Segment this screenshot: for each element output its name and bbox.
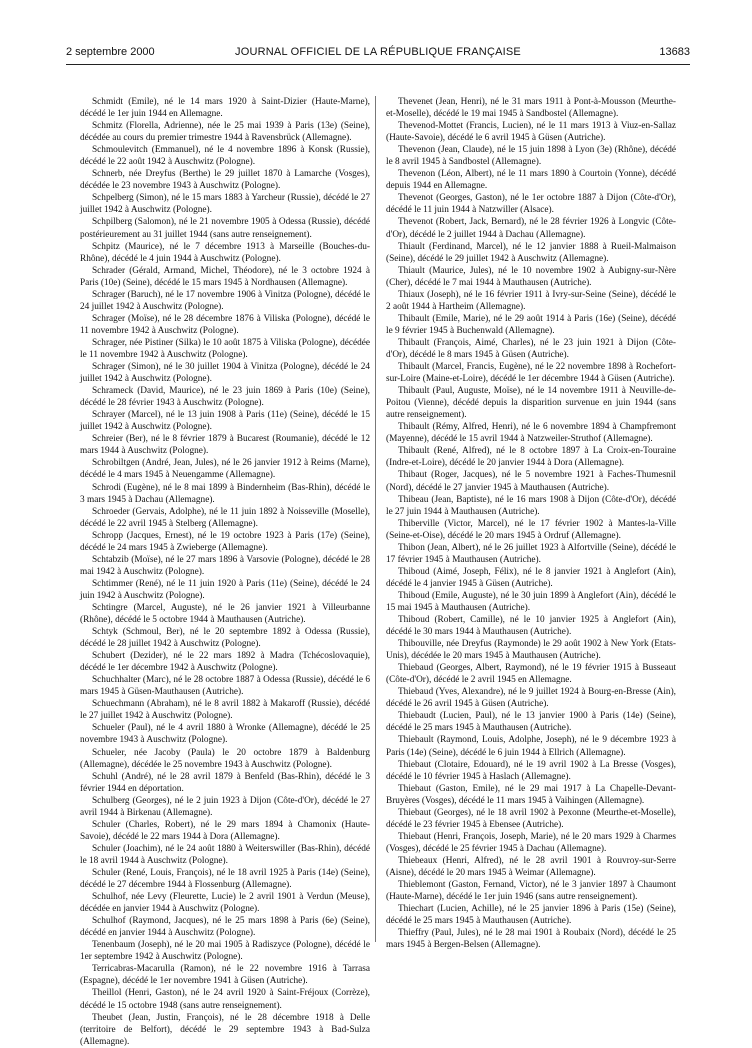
decree-entry: Schtyk (Schmoul, Ber), né le 20 septembre 1892 à Odessa (Russie), décédé le 28 juillet 1942 à Auschwitz (Pologne). (80, 627, 370, 650)
decree-entry: Schroeder (Gervais, Adolphe), né le 11 juin 1892 à Noisseville (Moselle), décédé le 22 avril 1945 à Stelberg (Allemagne). (80, 506, 370, 529)
decree-entry: Thibouville, née Dreyfus (Raymonde) le 29 août 1902 à New York (Etats-Unis), décédée le 20 mars 1945 à Mauthausen (Autriche). (386, 639, 676, 662)
decree-entry: Thibault (René, Alfred), né le 8 octobre 1897 à La Croix-en-Touraine (Indre-et-Loire), décédé le 20 janvier 1944 à Dora (Allemagne). (386, 446, 676, 469)
decree-entry: Schueler, née Jacoby (Paula) le 20 octobre 1879 à Baldenburg (Allemagne), décédée le 25 novembre 1943 à Auschwitz (Pologne). (80, 747, 370, 770)
decree-entry: Theubet (Jean, Justin, François), né le 28 décembre 1918 à Delle (territoire de Belfort), décédé le 29 septembre 1943 à Bad-Sulza (Allemagne). (80, 1012, 370, 1047)
decree-entry: Schpitz (Maurice), né le 7 décembre 1913 à Marseille (Bouches-du-Rhône), décédé le 4 juin 1944 à Auschwitz (Pologne). (80, 241, 370, 264)
decree-entry: Thiebault (Raymond, Louis, Adolphe, Joseph), né le 9 décembre 1923 à Paris (14e) (Seine), décédé le 6 juin 1944 à Ellrich (Allemagne). (386, 735, 676, 758)
decree-entry: Schueler (Paul), né le 4 avril 1880 à Wronke (Allemagne), décédé le 25 novembre 1943 à Auschwitz (Pologne). (80, 723, 370, 746)
header-page-number: 13683 (659, 46, 690, 58)
decree-entry: Schuler (René, Louis, François), né le 18 avril 1925 à Paris (14e) (Seine), décédé le 27 décembre 1944 à Flossenburg (Allemagne). (80, 868, 370, 891)
decree-entry: Thiboud (Aimé, Joseph, Félix), né le 8 janvier 1921 à Anglefort (Ain), décédé le 4 janvier 1945 à Güsen (Autriche). (386, 566, 676, 589)
decree-entry: Thiebaud (Georges, Albert, Raymond), né le 19 février 1915 à Busseaut (Côte-d'Or), décédé le 2 avril 1945 en Allemagne. (386, 663, 676, 686)
page-header (66, 46, 690, 62)
decree-entry: Schubert (Dezider), né le 22 mars 1892 à Madra (Tchécoslovaquie), décédé le 1er décembre 1942 à Auschwitz (Pologne). (80, 651, 370, 674)
decree-entry: Thiebaut (Gaston, Emile), né le 29 mai 1917 à La Chapelle-Devant-Bruyères (Vosges), décédé le 11 mars 1945 à Vaihingen (Allemagne). (386, 783, 676, 806)
decree-entry: Schulhof, née Levy (Fleurette, Lucie) le 2 avril 1901 à Verdun (Meuse), décédée en janvier 1944 à Auschwitz (Pologne). (80, 892, 370, 915)
decree-entry: Thevenot (Robert, Jack, Bernard), né le 28 février 1926 à Longvic (Côte-d'Or), décédé le 2 juillet 1944 à Dachau (Allemagne). (386, 217, 676, 240)
decree-entry: Schtimmer (René), né le 11 juin 1920 à Paris (11e) (Seine), décédé le 24 juin 1942 à Auschwitz (Pologne). (80, 578, 370, 601)
decree-entry: Schpilberg (Salomon), né le 21 novembre 1905 à Odessa (Russie), décédé postérieurement au 31 juillet 1944 (sans autre renseignement). (80, 217, 370, 240)
decree-entry: Thevenot (Georges, Gaston), né le 1er octobre 1887 à Dijon (Côte-d'Or), décédé le 11 juin 1944 à Natzwiller (Alsace). (386, 193, 676, 216)
decree-entry: Tenenbaum (Joseph), né le 20 mai 1905 à Radiszyce (Pologne), décédé le 1er septembre 1942 à Auschwitz (Pologne). (80, 940, 370, 963)
decree-entry: Schuhl (André), né le 28 avril 1879 à Benfeld (Bas-Rhin), décédé le 3 février 1944 en déportation. (80, 771, 370, 794)
decree-entry: Schmidt (Emile), né le 14 mars 1920 à Saint-Dizier (Haute-Marne), décédé le 1er juin 1944 en Allemagne. (80, 97, 370, 120)
decree-entry: Thibeau (Jean, Baptiste), né le 16 mars 1908 à Dijon (Côte-d'Or), décédé le 27 juin 1944 à Mauthausen (Autriche). (386, 494, 676, 517)
decree-entry: Schrayer (Marcel), né le 13 juin 1908 à Paris (11e) (Seine), décédé le 15 juillet 1942 à Auschwitz (Pologne). (80, 410, 370, 433)
decree-entry: Thibault (Emile, Marie), né le 29 août 1914 à Paris (16e) (Seine), décédé le 9 février 1945 à Buchenwald (Allemagne). (386, 313, 676, 336)
decree-entry: Thibault (Paul, Auguste, Moïse), né le 14 novembre 1911 à Neuville-de-Poitou (Vienne), décédé depuis la disparition survenue en juin 1944 (sans autre renseignement). (386, 386, 676, 421)
decree-entry: Thiault (Ferdinand, Marcel), né le 12 janvier 1888 à Rueil-Malmaison (Seine), décédé le 29 juillet 1942 à Auschwitz (Allemagne). (386, 241, 676, 264)
decree-entry: Schtabzib (Moïse), né le 27 mars 1896 à Varsovie (Pologne), décédé le 28 mai 1942 à Auschwitz (Pologne). (80, 554, 370, 577)
header-title: JOURNAL OFFICIEL DE LA RÉPUBLIQUE FRANÇAISE (235, 46, 521, 58)
decree-entry: Thiebaud (Yves, Alexandre), né le 9 juillet 1924 à Bourg-en-Bresse (Ain), décédé le 26 avril 1945 à Güsen (Autriche). (386, 687, 676, 710)
decree-entry: Schulberg (Georges), né le 2 juin 1923 à Dijon (Côte-d'Or), décédé le 27 avril 1944 à Birkenau (Allemagne). (80, 795, 370, 818)
decree-entry: Thibaut (Roger, Jacques), né le 5 novembre 1921 à Faches-Thumesnil (Nord), décédé le 27 janvier 1945 à Mauthausen (Autriche). (386, 470, 676, 493)
decree-entry: Schmitz (Florella, Adrienne), née le 25 mai 1939 à Paris (13e) (Seine), décédée au cours du premier trimestre 1944 à Ravensbrück (Allemagne). (80, 121, 370, 144)
decree-entry: Schmoulevitch (Emmanuel), né le 4 novembre 1896 à Konsk (Russie), décédé le 22 août 1942 à Auschwitz (Pologne). (80, 145, 370, 168)
decree-entry: Schrader (Gérald, Armand, Michel, Théodore), né le 3 octobre 1924 à Paris (10e) (Seine), décédé le 15 mars 1945 à Nordhausen (Allemagne). (80, 265, 370, 288)
decree-entry: Schrodi (Eugène), né le 8 mai 1899 à Bindernheim (Bas-Rhin), décédé le 3 mars 1945 à Dachau (Allemagne). (80, 482, 370, 505)
decree-entry: Schrager (Simon), né le 30 juillet 1904 à Vinitza (Pologne), décédé le 24 juillet 1942 à Auschwitz (Pologne). (80, 362, 370, 385)
decree-entry: Terricabras-Macarulla (Ramon), né le 22 novembre 1916 à Tarrasa (Espagne), décédé le 1er novembre 1941 à Güsen (Autriche). (80, 964, 370, 987)
decree-entry: Thiberville (Victor, Marcel), né le 17 février 1902 à Mantes-la-Ville (Seine-et-Oise), décédé le 20 mars 1945 à Ordruf (Allemagne). (386, 518, 676, 541)
decree-entry: Thieblemont (Gaston, Fernand, Victor), né le 3 janvier 1897 à Chaumont (Haute-Marne), décédé le 1er juin 1946 (sans autre renseignement). (386, 880, 676, 903)
decree-entry: Schrobiltgen (André, Jean, Jules), né le 26 janvier 1912 à Reims (Marne), décédé le 4 mars 1945 à Neuengamme (Allemagne). (80, 458, 370, 481)
decree-entry: Thiaux (Joseph), né le 16 février 1911 à Ivry-sur-Seine (Seine), décédé le 2 août 1944 à Hartheim (Allemagne). (386, 289, 676, 312)
decree-entry: Thibault (Marcel, Francis, Eugène), né le 22 novembre 1898 à Rochefort-sur-Loire (Maine-et-Loire), décédé le 1er décembre 1944 à Güsen (Autriche). (386, 362, 676, 385)
decree-entry: Thevenon (Léon, Albert), né le 11 mars 1890 à Courtoin (Yonne), décédé depuis 1944 en Allemagne. (386, 169, 676, 192)
decree-entry: Thevenod-Mottet (Francis, Lucien), né le 11 mars 1913 à Viuz-en-Sallaz (Haute-Savoie), décédé le 6 avril 1945 à Güsen (Autriche). (386, 121, 676, 144)
decree-entry: Thibault (Rémy, Alfred, Henri), né le 6 novembre 1894 à Champfremont (Mayenne), décédé le 15 avril 1944 à Natzweiler-Struthof (Allemagne). (386, 422, 676, 445)
left-column (80, 96, 370, 1048)
decree-entry: Schuechmann (Abraham), né le 8 avril 1882 à Makaroff (Russie), décédé le 27 juillet 1942 à Auschwitz (Pologne). (80, 699, 370, 722)
decree-entry: Schrager (Moïse), né le 28 décembre 1876 à Viliska (Pologne), décédé le 11 novembre 1942 à Auschwitz (Pologne). (80, 313, 370, 336)
decree-entry: Thiechart (Lucien, Achille), né le 25 janvier 1896 à Paris (15e) (Seine), décédé le 25 mars 1945 à Mauthausen (Autriche). (386, 904, 676, 927)
decree-entry: Thiebaut (Clotaire, Edouard), né le 19 avril 1902 à La Bresse (Vosges), décédé le 10 février 1945 à Haslach (Allemagne). (386, 759, 676, 782)
decree-entry: Schuler (Charles, Robert), né le 29 mars 1894 à Chamonix (Haute-Savoie), décédé le 22 mars 1944 à Dora (Allemagne). (80, 819, 370, 842)
decree-entry: Schuler (Joachim), né le 24 août 1880 à Weiterswiller (Bas-Rhin), décédé le 18 avril 1944 à Auschwitz (Pologne). (80, 843, 370, 866)
decree-entry: Thiboud (Robert, Camille), né le 10 janvier 1925 à Anglefort (Ain), décédé le 30 mars 1944 à Mauthausen (Autriche). (386, 615, 676, 638)
decree-entry: Thieffry (Paul, Jules), né le 28 mai 1901 à Roubaix (Nord), décédé le 25 mars 1945 à Bergen-Belsen (Allemagne). (386, 928, 676, 951)
decree-entry: Thiebaut (Henri, François, Joseph, Marie), né le 20 mars 1929 à Charmes (Vosges), décédé le 25 février 1945 à Dachau (Allemagne). (386, 831, 676, 854)
decree-entry: Thiebaudt (Lucien, Paul), né le 13 janvier 1900 à Paris (14e) (Seine), décédé le 25 mars 1945 à Mauthausen (Autriche). (386, 711, 676, 734)
decree-entry: Schpelberg (Simon), né le 15 mars 1883 à Yarcheur (Russie), décédé le 27 juillet 1942 à Auschwitz (Pologne). (80, 193, 370, 216)
decree-entry: Schropp (Jacques, Ernest), né le 19 octobre 1923 à Paris (17e) (Seine), décédé le 24 mars 1945 à Zwieberge (Allemagne). (80, 530, 370, 553)
decree-entry: Schnerb, née Dreyfus (Berthe) le 29 juillet 1870 à Lamarche (Vosges), décédée le 23 novembre 1943 à Auschwitz (Pologne). (80, 169, 370, 192)
header-date: 2 septembre 2000 (66, 46, 155, 58)
decree-entry: Schulhof (Raymond, Jacques), né le 25 mars 1898 à Paris (6e) (Seine), décédé en janvier 1944 à Auschwitz (Pologne). (80, 916, 370, 939)
decree-entry: Schrameck (David, Maurice), né le 23 juin 1869 à Paris (10e) (Seine), décédé le 28 février 1943 à Auschwitz (Pologne). (80, 386, 370, 409)
decree-entry: Thibault (François, Aimé, Charles), né le 23 juin 1921 à Dijon (Côte-d'Or), décédé le 8 mars 1945 à Güsen (Autriche). (386, 337, 676, 360)
header-rule (66, 64, 690, 65)
decree-entry: Thiault (Maurice, Jules), né le 10 novembre 1902 à Aubigny-sur-Nère (Cher), décédé le 7 mai 1944 à Mauthausen (Autriche). (386, 265, 676, 288)
decree-entry: Theillol (Henri, Gaston), né le 24 avril 1920 à Saint-Fréjoux (Corrèze), décédé le 15 octobre 1948 (sans autre renseignement). (80, 988, 370, 1011)
decree-entry: Schrager, née Pistiner (Silka) le 10 août 1875 à Viliska (Pologne), décédée le 11 novembre 1942 à Auschwitz (Pologne). (80, 337, 370, 360)
decree-entry: Schrager (Baruch), né le 17 novembre 1906 à Vinitza (Pologne), décédé le 24 juillet 1942 à Auschwitz (Pologne). (80, 289, 370, 312)
decree-entry: Thiebaut (Georges), né le 18 avril 1902 à Pexonne (Meurthe-et-Moselle), décédé le 23 février 1945 à Ebensee (Autriche). (386, 807, 676, 830)
decree-entry: Schuchhalter (Marc), né le 28 octobre 1887 à Odessa (Russie), décédé le 6 mars 1945 à Güsen-Mauthausen (Autriche). (80, 675, 370, 698)
decree-entry: Thiboud (Emile, Auguste), né le 30 juin 1899 à Anglefort (Ain), décédé le 15 mai 1945 à Mauthausen (Autriche). (386, 590, 676, 613)
decree-entry: Thiebeaux (Henri, Alfred), né le 28 avril 1901 à Rouvroy-sur-Serre (Aisne), décédé le 20 mars 1945 à Weimar (Allemagne). (386, 855, 676, 878)
decree-entry: Thevenet (Jean, Henri), né le 31 mars 1911 à Pont-à-Mousson (Meurthe-et-Moselle), décédé le 19 mai 1945 à Sandbostel (Allemagne). (386, 97, 676, 120)
column-divider (375, 96, 376, 942)
decree-entry: Thibon (Jean, Albert), né le 26 juillet 1923 à Alfortville (Seine), décédé le 17 février 1945 à Mauthausen (Autriche). (386, 542, 676, 565)
decree-entry: Thevenon (Jean, Claude), né le 15 juin 1898 à Lyon (3e) (Rhône), décédé le 8 avril 1945 à Sandbostel (Allemagne). (386, 145, 676, 168)
decree-entry: Schreier (Ber), né le 8 février 1879 à Bucarest (Roumanie), décédé le 12 mars 1944 à Auschwitz (Pologne). (80, 434, 370, 457)
right-column (386, 96, 676, 951)
decree-entry: Schtingre (Marcel, Auguste), né le 26 janvier 1921 à Villeurbanne (Rhône), décédé le 5 octobre 1944 à Mauthausen (Autriche). (80, 602, 370, 626)
